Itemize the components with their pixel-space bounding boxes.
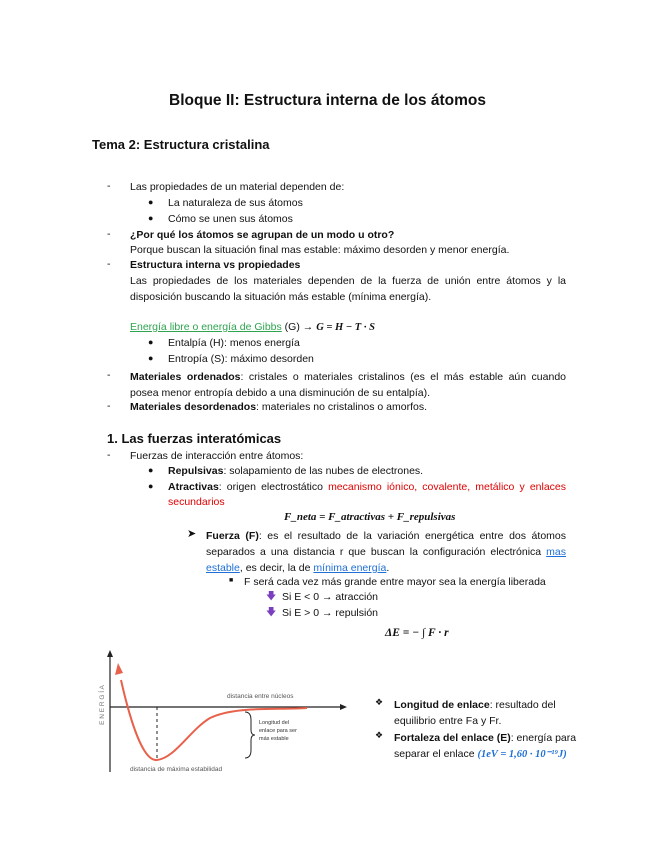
gibbs-equation: G = H − T · S [316,322,375,333]
atractivas-head: Atractivas [168,481,219,493]
down-arrow-icon: 🡇 [266,607,277,618]
bullet-dot: ● [148,337,154,347]
bullet-dot: ● [148,481,154,491]
fuerza-paragraph [206,528,566,576]
atractivas-line [168,480,566,510]
bullet-dot: ● [148,213,154,223]
s1-b1: La naturaleza de sus átomos [168,197,303,209]
gibbs-line [130,320,375,335]
fortaleza-enlace [394,730,594,763]
dash-marker: - [107,369,111,381]
bullet-dot: ● [148,465,154,475]
chart-brace-label-2: enlace para ser [259,728,297,734]
chart-brace [245,712,255,758]
s2-question: ¿Por qué los átomos se agrupan de un modo u otro? [130,229,395,241]
fneta-equation: F_neta = F_atractivas + F_repulsivas [284,511,456,523]
page-title: Bloque II: Estructura interna de los átomos [169,92,486,109]
fortaleza-equation: (1eV = 1,60 · 10⁻¹⁹J) [477,749,567,760]
curve-arrowhead [115,663,123,675]
fuerza-text: : es el resultado de la variación energética entre dos átomos separados a una distancia r que buscan la configuración electrónica [206,530,566,558]
repulsivas-line [168,464,423,478]
s1-b2: Cómo se unen sus átomos [168,213,293,225]
longitud-enlace [394,697,569,729]
s5-line [130,400,427,414]
fmayor-text: F será cada vez más grande entre mayor sea la energía liberada [244,576,546,588]
chart-ylabel: E N E R G Í A [99,685,106,725]
s4-heading: Materiales ordenados [130,371,241,383]
longitud-head: Longitud de enlace [394,699,490,711]
x-axis-arrowhead [340,704,347,710]
dash-marker: - [107,228,111,240]
s4-paragraph [130,369,566,401]
s5-text: : materiales no cristalinos o amorfos. [256,401,428,413]
diamond-bullet-icon: ❖ [375,697,384,707]
link-mas-estable[interactable]: mas estable [206,546,566,574]
energy-curve-chart [95,650,355,775]
s4-text: : cristales o materiales cristalinos (es el más estable aún cuando posea menor entropía debido a una disminución de su entalpía). [130,371,566,399]
section-heading: 1. Las fuerzas interatómicas [107,431,282,446]
delta-e-equation: ΔE = − ∫ F · r [385,627,449,639]
arrowhead-bullet: ➤ [187,528,197,540]
bullet-dot: ● [148,197,154,207]
s3-b1: Entalpía (H): menos energía [168,337,300,349]
repulsivas-text: : solapamiento de las nubes de electrones. [223,465,424,477]
atractivas-text: : origen electrostático [218,481,329,493]
atractivas-red: mecanismo iónico, covalente, metálico y enlaces secundarios [168,481,567,508]
gibbs-arrow-text: (G) → [281,321,317,333]
s2-answer: Porque buscan la situación final mas estable: máximo desorden y menor energía. [130,244,510,256]
down-arrow-icon: 🡇 [266,591,277,602]
tema-heading: Tema 2: Estructura cristalina [92,137,270,152]
longitud-text: : resultado del equilibrio entre Fa y Fr. [394,699,556,727]
fuerza-end: . [386,562,390,574]
s3-paragraph: Las propiedades de los materiales dependen de la fuerza de unión entre átomos y la disposición buscando la situación más estable (mínima energía). [130,275,566,303]
s1-intro: Las propiedades de un material dependen de: [130,181,345,193]
si-positivo: Si E > 0 → repulsión [282,607,379,619]
bullet-dot: ● [148,353,154,363]
chart-min-label: distancia de máxima estabilidad [130,766,223,773]
dash-marker: - [107,400,111,412]
square-bullet: ■ [229,577,234,584]
fortaleza-text: : energía para separar el enlace [394,732,577,760]
fuerza-head: Fuerza (F) [206,530,259,542]
dash-marker: - [107,258,111,270]
diamond-bullet-icon: ❖ [375,730,384,740]
chart-brace-label-1: Longitud del [259,720,289,726]
y-axis-arrowhead [107,650,113,657]
chart-brace-label-3: más estable [259,736,289,742]
chart-ylabel-group [97,684,106,724]
s3-heading: Estructura interna vs propiedades [130,259,301,271]
dash-marker: - [107,449,111,461]
dash-marker: - [107,180,111,192]
gibbs-link[interactable]: Energía libre o energía de Gibbs [130,321,282,333]
sec1-intro: Fuerzas de interacción entre átomos: [130,450,304,462]
repulsivas-head: Repulsivas [168,465,224,477]
chart-xlabel: distancia entre núcleos [227,693,294,700]
fortaleza-head: Fortaleza del enlace (E) [394,732,511,744]
s3-b2: Entropía (S): máximo desorden [168,353,314,365]
si-negativo: Si E < 0 → atracción [282,591,379,603]
s5-heading: Materiales desordenados [130,401,257,413]
link-minima-energia[interactable]: mínima energía [313,562,387,574]
fuerza-mid: , es decir, la de [239,562,314,574]
